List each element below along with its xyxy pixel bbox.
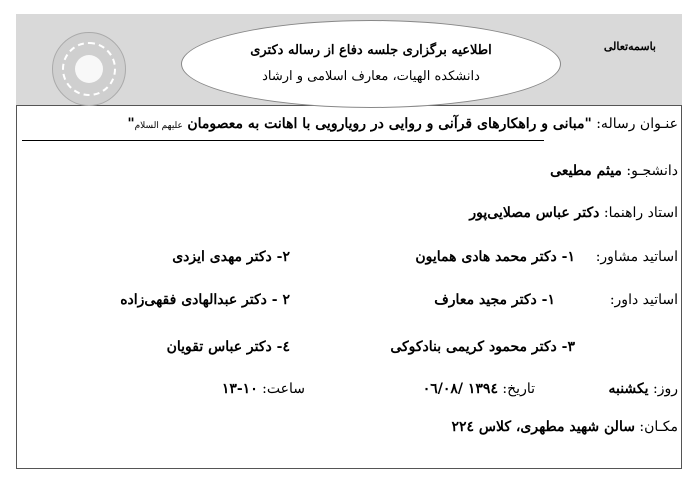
header-oval <box>181 20 561 108</box>
day-label: روز: <box>653 381 678 397</box>
day-value: یکشنبه <box>608 381 649 397</box>
location-label: مکـان: <box>639 419 678 435</box>
day-row <box>608 381 678 397</box>
advisor-2: ۲- دکتر مهدی ایزدی <box>172 249 290 265</box>
referee-2: ۲ - دکتر عبدالهادی فقهی‌زاده <box>120 292 290 308</box>
referee-1: ۱- دکتر مجید معارف <box>434 292 555 308</box>
time-label: ساعت: <box>262 381 305 397</box>
time-value: ۱۰-۱۳ <box>221 381 258 397</box>
student-row <box>550 163 678 179</box>
university-logo-icon <box>52 32 126 106</box>
supervisor-row <box>469 205 678 221</box>
supervisor-label: استاد راهنما: <box>603 205 678 221</box>
referees-label: اساتید داور: <box>609 292 678 308</box>
header-band <box>16 14 682 106</box>
title-honorific: علیهم السلام <box>134 121 183 131</box>
time-row <box>222 381 305 397</box>
location-row <box>451 419 678 435</box>
location-value: سالن شهید مطهری، کلاس ۲۲٤ <box>451 419 635 435</box>
supervisor-name: دکتر عباس مصلایی‌پور <box>469 205 600 221</box>
referee-3: ۳- دکتر محمود کریمی بنادکوکی <box>390 339 575 355</box>
student-name: میثم مطیعی <box>550 163 622 179</box>
notice-heading: اطلاعیه برگزاری جلسه دفاع از رساله دکتری <box>250 43 492 58</box>
date-row <box>423 381 535 397</box>
bismillah: باسمه‌تعالی <box>603 40 656 53</box>
date-label: تاریخ: <box>502 381 535 397</box>
title-row <box>127 116 678 132</box>
title-underline <box>22 140 544 141</box>
date-value: ۱۳۹٤ /۰٦/۰۸ <box>422 381 498 397</box>
faculty-name: دانشکده الهیات، معارف اسلامی و ارشاد <box>262 69 480 84</box>
title-value: "مبانی و راهکارهای قرآنی و روایی در رویارویی با اهانت به معصومان <box>187 116 592 132</box>
student-label: دانشجـو: <box>626 163 678 179</box>
advisor-1: ۱- دکتر محمد هادی همایون <box>415 249 575 265</box>
advisors-label: اساتید مشاور: <box>595 249 678 265</box>
referee-4: ٤- دکتر عباس تقویان <box>166 339 290 355</box>
title-close-quote: " <box>127 116 135 132</box>
title-label: عنـوان رساله: <box>596 116 678 132</box>
